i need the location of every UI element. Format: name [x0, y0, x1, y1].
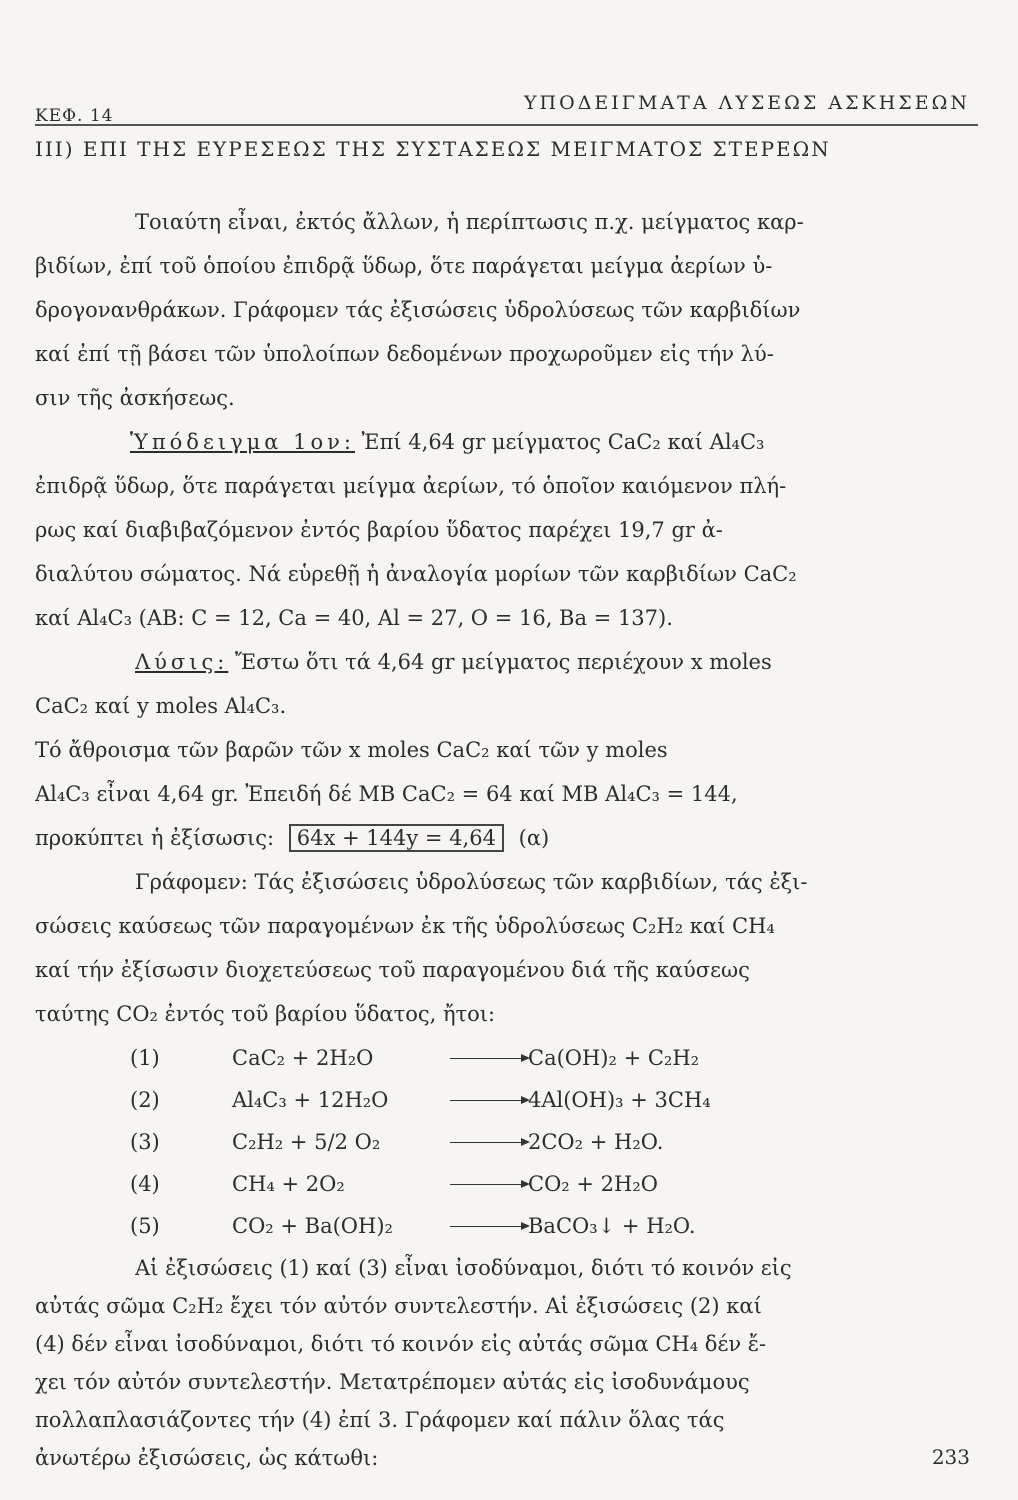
para3-line: (4) δέν εἶναι ἰσοδύναμοι, διότι τό κοινόν εἰς αὐτάς σῶμα CH₄ δέν ἔ- [35, 1332, 767, 1356]
example-line: ἐπιδρᾷ ὕδωρ, ὅτε παράγεται μείγμα ἀερίων, τό ὁποῖον καιόμενον πλή- [35, 474, 787, 498]
reaction-products: CO₂ + 2H₂O [528, 1172, 658, 1196]
solution-prefix: προκύπτει ἡ ἐξίσωσις: [35, 826, 275, 850]
solution-line: Τό ἄθροισμα τῶν βαρῶν τῶν x moles CaC₂ καί τῶν y moles [35, 738, 668, 762]
reaction-number: (3) [130, 1130, 160, 1154]
para3-line: πολλαπλασιάζοντες τήν (4) ἐπί 3. Γράφομεν καί πάλιν ὅλας τάς [35, 1408, 725, 1432]
para2-line: Γράφομεν: Τάς ἐξισώσεις ὑδρολύσεως τῶν καρβιδίων, τάς ἐξι- [135, 870, 808, 894]
intro-line: βιδίων, ἐπί τοῦ ὁποίου ἐπιδρᾷ ὕδωρ, ὅτε παράγεται μείγμα ἀερίων ὑ- [35, 254, 773, 278]
para2-line: καί τήν ἐξίσωσιν διοχετεύσεως τοῦ παραγομένου διά τῆς καύσεως [35, 958, 750, 982]
solution-label: Λύσις: [135, 650, 229, 674]
reaction-arrow [450, 1184, 526, 1185]
chapter-label: ΚΕΦ. 14 [35, 106, 114, 126]
example-line: καί Al₄C₃ (ΑΒ: C = 12, Ca = 40, Al = 27, O = 16, Ba = 137). [35, 606, 673, 630]
reaction-number: (5) [130, 1214, 160, 1238]
solution-line: CaC₂ καί y moles Al₄C₃. [35, 694, 287, 718]
reaction-reactants: CH₄ + 2O₂ [232, 1172, 345, 1196]
reaction-arrow [450, 1100, 526, 1101]
section-title: III) ΕΠΙ ΤΗΣ ΕΥΡΕΣΕΩΣ ΤΗΣ ΣΥΣΤΑΣΕΩΣ ΜΕΙΓΜΑΤΟΣ ΣΤΕΡΕΩΝ [35, 137, 831, 161]
reaction-number: (2) [130, 1088, 160, 1112]
equation-tag: (α) [518, 826, 550, 850]
solution-equation-line [35, 824, 978, 852]
intro-line: Τοιαύτη εἶναι, ἐκτός ἄλλων, ἡ περίπτωσις π.χ. μείγματος καρ- [135, 210, 804, 234]
para3-line: χει τόν αὐτόν συντελεστήν. Μετατρέπομεν αὐτάς εἰς ἰσοδυνάμους [35, 1370, 750, 1394]
intro-line: καί ἐπί τῇ βάσει τῶν ὑπολοίπων δεδομένων προχωροῦμεν εἰς τήν λύ- [35, 342, 774, 366]
solution-line: Al₄C₃ εἶναι 4,64 gr. Ἐπειδή δέ ΜΒ CaC₂ = 64 καί ΜΒ Al₄C₃ = 144, [35, 782, 738, 806]
solution-heading-line [135, 648, 978, 676]
boxed-equation: 64x + 144y = 4,64 [289, 824, 504, 852]
reaction-products: 2CO₂ + H₂O. [528, 1130, 664, 1154]
running-title: ΥΠΟΔΕΙΓΜΑΤΑ ΛΥΣΕΩΣ ΑΣΚΗΣΕΩΝ [524, 92, 970, 114]
para2-line: σώσεις καύσεως τῶν παραγομένων ἐκ τῆς ὑδρολύσεως C₂H₂ καί CH₄ [35, 914, 775, 938]
example-line: ρως καί διαβιβαζόμενον ἐντός βαρίου ὕδατος παρέχει 19,7 gr ἀ- [35, 518, 723, 542]
para3-line: Αἱ ἐξισώσεις (1) καί (3) εἶναι ἰσοδύναμοι, διότι τό κοινόν εἰς [135, 1256, 792, 1280]
example-label: Ὑπόδειγμα 1ον: [130, 430, 355, 454]
intro-line: δρογονανθράκων. Γράφομεν τάς ἐξισώσεις ὑδρολύσεως τῶν καρβιδίων [35, 298, 801, 322]
reaction-products: 4Al(OH)₃ + 3CH₄ [528, 1088, 711, 1112]
para2-line: ταύτης CO₂ ἐντός τοῦ βαρίου ὕδατος, ἤτοι: [35, 1002, 496, 1026]
reaction-number: (4) [130, 1172, 160, 1196]
reaction-reactants: CaC₂ + 2H₂O [232, 1046, 374, 1070]
example-first-line: Ἐπί 4,64 gr μείγματος CaC₂ καί Al₄C₃ [361, 430, 765, 454]
reaction-reactants: Al₄C₃ + 12H₂O [232, 1088, 389, 1112]
page-number: 233 [931, 1445, 970, 1469]
reaction-number: (1) [130, 1046, 160, 1070]
reaction-arrow [450, 1058, 526, 1059]
reaction-reactants: CO₂ + Ba(OH)₂ [232, 1214, 393, 1238]
reaction-arrow [450, 1142, 526, 1143]
reaction-reactants: C₂H₂ + 5/2 O₂ [232, 1130, 381, 1154]
para3-line: ἀνωτέρω ἐξισώσεις, ὡς κάτωθι: [35, 1446, 379, 1470]
reaction-products: Ca(OH)₂ + C₂H₂ [528, 1046, 700, 1070]
example-heading-line [130, 428, 978, 456]
para3-line: αὐτάς σῶμα C₂H₂ ἔχει τόν αὐτόν συντελεστήν. Αἱ ἐξισώσεις (2) καί [35, 1294, 762, 1318]
reaction-products: BaCO₃↓ + H₂O. [528, 1214, 696, 1238]
example-line: διαλύτου σώματος. Νά εὑρεθῇ ἡ ἀναλογία μορίων τῶν καρβιδίων CaC₂ [35, 562, 797, 586]
header-rule [35, 124, 978, 126]
reaction-arrow [450, 1226, 526, 1227]
solution-first-line: Ἔστω ὅτι τά 4,64 gr μείγματος περιέχουν x moles [235, 650, 772, 674]
intro-line: σιν τῆς ἀσκήσεως. [35, 386, 235, 410]
